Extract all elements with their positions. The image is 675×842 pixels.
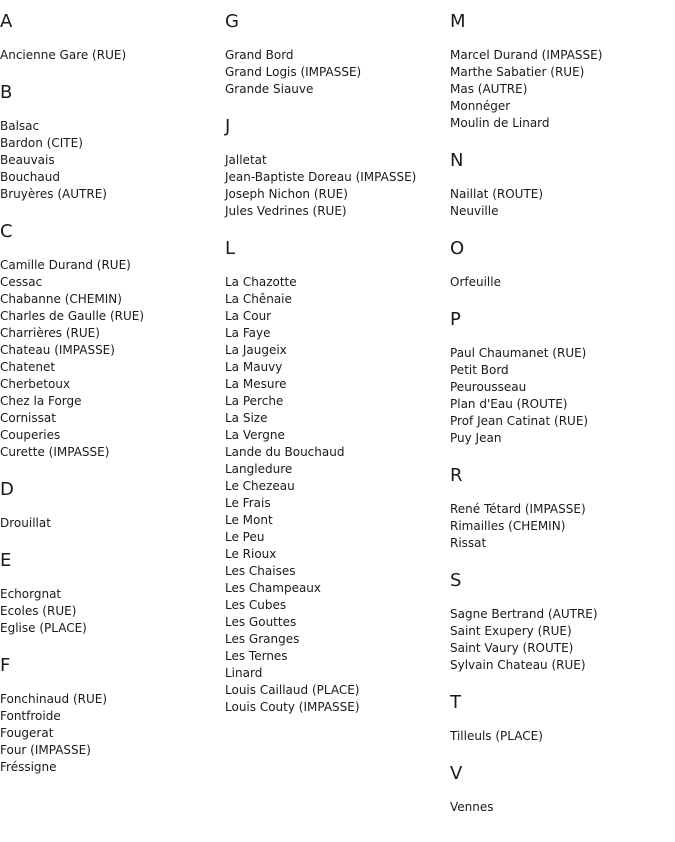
letter-section-t [450,691,674,745]
street-list [450,501,674,552]
street-link-cherbetoux[interactable]: Cherbetoux [0,377,71,391]
street-link-jean-baptiste-doreau-impasse[interactable]: Jean-Baptiste Doreau (IMPASSE) [225,170,417,184]
street-link-moulin-de-linard[interactable]: Moulin de Linard [450,116,550,130]
street-link-marthe-sabatier-rue[interactable]: Marthe Sabatier (RUE) [450,65,585,79]
letter-heading: V [450,763,463,784]
street-list [0,691,224,776]
index-column-2 [225,10,449,733]
letter-section-m [450,10,674,132]
letter-section-s [450,569,674,674]
street-link-la-cour[interactable]: La Cour [225,309,272,323]
letter-heading: M [450,11,466,32]
street-link-la-perche[interactable]: La Perche [225,394,284,408]
letter-heading: R [450,465,463,486]
street-link-fonchinaud-rue[interactable]: Fonchinaud (RUE) [0,692,108,706]
street-link-joseph-nichon-rue[interactable]: Joseph Nichon (RUE) [225,187,348,201]
letter-section-c [0,220,224,461]
street-link-jalletat[interactable]: Jalletat [225,153,267,167]
street-link-four-impasse[interactable]: Four (IMPASSE) [0,743,91,757]
street-link-plan-d-eau-route[interactable]: Plan d'Eau (ROUTE) [450,397,568,411]
street-link-saint-vaury-route[interactable]: Saint Vaury (ROUTE) [450,641,574,655]
street-link-paul-chaumanet-rue[interactable]: Paul Chaumanet (RUE) [450,346,587,360]
street-list [450,345,674,447]
letter-heading: D [0,479,14,500]
letter-section-p [450,308,674,447]
letter-heading: T [450,692,461,713]
letter-heading: J [225,116,231,137]
street-link-le-rioux[interactable]: Le Rioux [225,547,277,561]
letter-section-l [225,237,449,716]
letter-heading: A [0,11,13,32]
street-link-ecoles-rue[interactable]: Ecoles (RUE) [0,604,77,618]
letter-heading: N [450,150,464,171]
street-link-couperies[interactable]: Couperies [0,428,61,442]
street-link-cessac[interactable]: Cessac [0,275,43,289]
street-link-la-mesure[interactable]: La Mesure [225,377,287,391]
street-link-orfeuille[interactable]: Orfeuille [450,275,501,289]
street-link-les-chaises[interactable]: Les Chaises [225,564,296,578]
street-list [225,274,449,716]
street-link-fougerat[interactable]: Fougerat [0,726,54,740]
street-list [450,799,674,816]
letter-heading: S [450,570,462,591]
street-link-curette-impasse[interactable]: Curette (IMPASSE) [0,445,110,459]
street-link-saint-exupery-rue[interactable]: Saint Exupery (RUE) [450,624,572,638]
street-link-rene-tetard-impasse[interactable]: René Tétard (IMPASSE) [450,502,586,516]
street-link-jules-vedrines-rue[interactable]: Jules Vedrines (RUE) [225,204,347,218]
letter-section-e [0,549,224,637]
street-link-ancienne-gare-rue[interactable]: Ancienne Gare (RUE) [0,48,127,62]
street-link-le-mont[interactable]: Le Mont [225,513,273,527]
letter-heading: L [225,238,236,259]
street-link-la-faye[interactable]: La Faye [225,326,271,340]
street-link-puy-jean[interactable]: Puy Jean [450,431,502,445]
street-link-la-chazotte[interactable]: La Chazotte [225,275,297,289]
street-link-drouillat[interactable]: Drouillat [0,516,51,530]
letter-section-a [0,10,224,64]
street-link-bruyeres-autre[interactable]: Bruyères (AUTRE) [0,187,107,201]
street-link-cornissat[interactable]: Cornissat [0,411,56,425]
street-link-eglise-place[interactable]: Eglise (PLACE) [0,621,87,635]
street-link-fontfroide[interactable]: Fontfroide [0,709,61,723]
street-link-marcel-durand-impasse[interactable]: Marcel Durand (IMPASSE) [450,48,603,62]
street-link-vennes[interactable]: Vennes [450,800,494,814]
street-link-bardon-cite[interactable]: Bardon (CITE) [0,136,83,150]
street-link-grande-siauve[interactable]: Grande Siauve [225,82,314,96]
street-list [0,257,224,461]
street-list [225,152,449,220]
street-link-prof-jean-catinat-rue[interactable]: Prof Jean Catinat (RUE) [450,414,589,428]
street-link-lande-du-bouchaud[interactable]: Lande du Bouchaud [225,445,345,459]
letter-heading: P [450,309,461,330]
street-link-camille-durand-rue[interactable]: Camille Durand (RUE) [0,258,131,272]
street-link-louis-caillaud-place[interactable]: Louis Caillaud (PLACE) [225,683,360,697]
index-column-3 [450,10,674,833]
street-list [450,606,674,674]
letter-heading: F [0,655,11,676]
letter-section-n [450,149,674,220]
street-link-peurousseau[interactable]: Peurousseau [450,380,527,394]
letter-section-o [450,237,674,291]
street-link-chabanne-chemin[interactable]: Chabanne (CHEMIN) [0,292,122,306]
street-link-mas-autre[interactable]: Mas (AUTRE) [450,82,528,96]
street-link-sagne-bertrand-autre[interactable]: Sagne Bertrand (AUTRE) [450,607,598,621]
street-link-les-granges[interactable]: Les Granges [225,632,300,646]
street-list [0,118,224,203]
street-link-neuville[interactable]: Neuville [450,204,499,218]
letter-section-g [225,10,449,98]
street-list [450,186,674,220]
letter-section-b [0,81,224,203]
street-list [0,515,224,532]
street-link-le-peu[interactable]: Le Peu [225,530,265,544]
street-link-les-ternes[interactable]: Les Ternes [225,649,288,663]
street-list [450,728,674,745]
street-link-grand-logis-impasse[interactable]: Grand Logis (IMPASSE) [225,65,362,79]
street-link-la-size[interactable]: La Size [225,411,268,425]
street-list [450,274,674,291]
street-list [225,47,449,98]
letter-section-r [450,464,674,552]
letter-section-d [0,478,224,532]
street-list [450,47,674,132]
street-link-louis-couty-impasse[interactable]: Louis Couty (IMPASSE) [225,700,360,714]
street-link-la-mauvy[interactable]: La Mauvy [225,360,283,374]
letter-heading: C [0,221,13,242]
street-link-bouchaud[interactable]: Bouchaud [0,170,60,184]
street-link-la-chenaie[interactable]: La Chênaie [225,292,292,306]
street-link-les-champeaux[interactable]: Les Champeaux [225,581,322,595]
street-list [0,586,224,637]
street-link-beauvais[interactable]: Beauvais [0,153,55,167]
street-list [0,47,224,64]
street-link-sylvain-chateau-rue[interactable]: Sylvain Chateau (RUE) [450,658,586,672]
street-link-chateau-impasse[interactable]: Chateau (IMPASSE) [0,343,115,357]
street-link-chatenet[interactable]: Chatenet [0,360,56,374]
street-link-petit-bord[interactable]: Petit Bord [450,363,509,377]
street-link-le-frais[interactable]: Le Frais [225,496,271,510]
street-link-naillat-route[interactable]: Naillat (ROUTE) [450,187,544,201]
letter-heading: G [225,11,239,32]
letter-section-v [450,762,674,816]
street-link-linard[interactable]: Linard [225,666,263,680]
street-link-fressigne[interactable]: Fréssigne [0,760,57,774]
street-link-charrieres-rue[interactable]: Charrières (RUE) [0,326,100,340]
letter-heading: E [0,550,12,571]
index-column-1 [0,10,224,793]
street-link-grand-bord[interactable]: Grand Bord [225,48,294,62]
street-link-tilleuls-place[interactable]: Tilleuls (PLACE) [450,729,543,743]
street-link-rissat[interactable]: Rissat [450,536,487,550]
street-link-echorgnat[interactable]: Echorgnat [0,587,62,601]
street-link-la-jaugeix[interactable]: La Jaugeix [225,343,287,357]
street-link-langledure[interactable]: Langledure [225,462,293,476]
street-link-rimailles-chemin[interactable]: Rimailles (CHEMIN) [450,519,566,533]
street-link-chez-la-forge[interactable]: Chez la Forge [0,394,82,408]
street-link-le-chezeau[interactable]: Le Chezeau [225,479,295,493]
street-link-balsac[interactable]: Balsac [0,119,40,133]
street-link-monneger[interactable]: Monnéger [450,99,511,113]
street-link-les-gouttes[interactable]: Les Gouttes [225,615,297,629]
street-link-la-vergne[interactable]: La Vergne [225,428,285,442]
letter-heading: O [450,238,465,259]
letter-heading: B [0,82,13,103]
letter-section-j [225,115,449,220]
street-link-charles-de-gaulle-rue[interactable]: Charles de Gaulle (RUE) [0,309,145,323]
letter-section-f [0,654,224,776]
street-link-les-cubes[interactable]: Les Cubes [225,598,287,612]
